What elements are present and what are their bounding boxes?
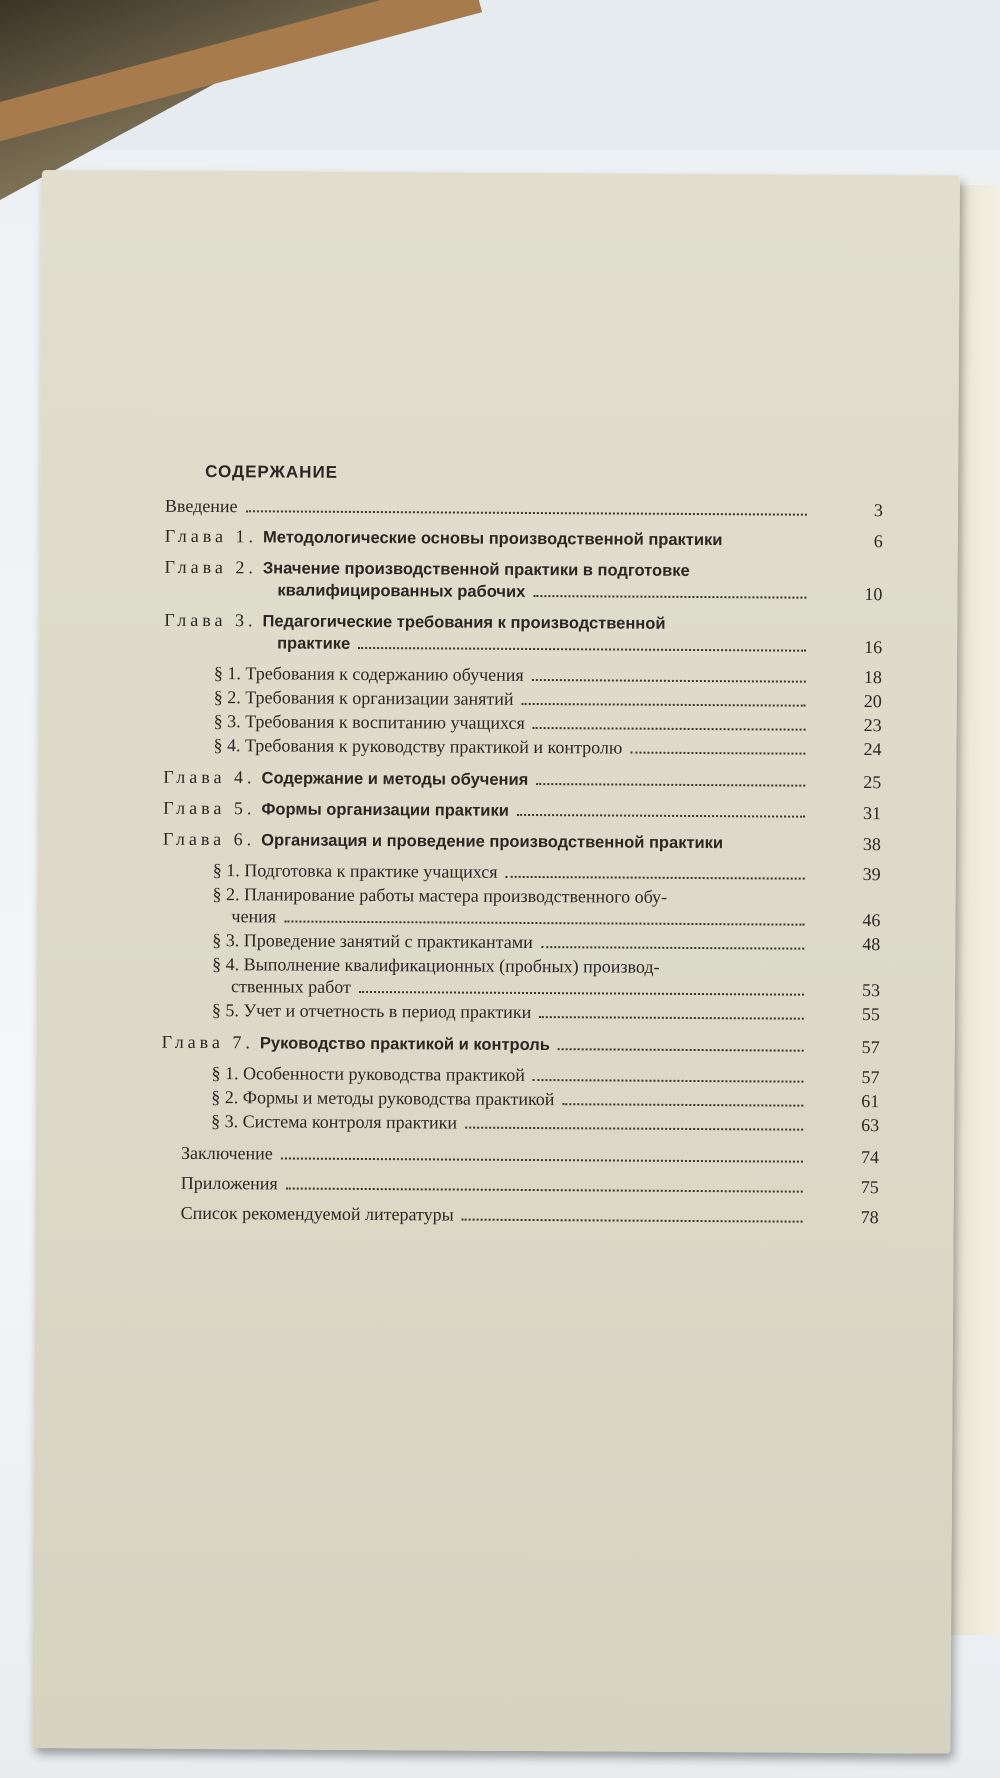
dot-leader <box>533 1079 804 1083</box>
chapter-title: Содержание и методы обучения <box>261 769 529 789</box>
toc-entry-section <box>163 734 881 760</box>
toc-entry-intro <box>165 495 883 521</box>
entry-label: Введение <box>164 495 238 517</box>
dot-leader <box>536 783 805 787</box>
page-number: 57 <box>861 1037 880 1058</box>
chapter-title-continued: квалифицированных рабочих <box>277 581 526 601</box>
book-page <box>32 170 960 1754</box>
toc-entry-section <box>161 1086 879 1112</box>
dot-leader <box>462 1219 803 1223</box>
dot-leader <box>558 1048 804 1052</box>
page-number: 46 <box>862 910 881 931</box>
dot-leader <box>506 876 805 880</box>
page-number: 6 <box>873 531 883 552</box>
page-number: 18 <box>863 667 882 688</box>
toc-entry-section <box>162 999 880 1025</box>
chapter-title: Формы организации практики <box>261 800 509 820</box>
toc-entry-chapter-7 <box>162 1031 880 1058</box>
chapter-prefix: Глава 1. <box>164 525 258 547</box>
section-label: § 2. Требования к организации занятий <box>213 687 514 709</box>
page-number: 48 <box>862 934 881 955</box>
toc-entry-chapter-3 <box>164 609 882 658</box>
toc-entry-section <box>164 710 882 736</box>
page-number: 61 <box>861 1091 880 1112</box>
page-number: 23 <box>863 715 882 736</box>
dot-leader <box>358 647 806 652</box>
dot-leader <box>562 1103 803 1106</box>
chapter-prefix: Глава 6. <box>162 828 256 850</box>
chapter-prefix: Глава 3. <box>164 609 257 631</box>
dot-leader <box>533 727 806 731</box>
chapter-prefix: Глава 4. <box>163 766 256 788</box>
dot-leader <box>245 510 806 515</box>
toc-entry-section <box>162 953 880 1001</box>
section-label: § 4. Выполнение квалификационных (пробных) производ- <box>212 954 660 977</box>
dot-leader <box>541 946 804 950</box>
dot-leader <box>359 991 804 996</box>
section-label: § 3. Проведение занятий с практикантами <box>212 930 533 953</box>
toc-entry-chapter-1 <box>165 525 883 552</box>
dot-leader <box>465 1127 803 1131</box>
dot-leader <box>532 679 806 683</box>
page-number: 75 <box>860 1177 879 1198</box>
dot-leader <box>539 1016 804 1020</box>
entry-label: Приложения <box>180 1172 278 1194</box>
page-number: 31 <box>863 803 882 824</box>
page-number: 53 <box>861 980 881 1001</box>
toc-entry-section <box>164 662 882 688</box>
toc-entry-section <box>161 1110 879 1136</box>
chapter-prefix: Глава 7. <box>161 1031 255 1053</box>
chapter-prefix: Глава 5. <box>163 797 256 819</box>
page-number: 3 <box>873 500 883 521</box>
chapter-title-continued: практике <box>277 634 351 653</box>
page-number: 63 <box>861 1115 880 1136</box>
page-number: 25 <box>863 772 882 793</box>
chapter-title: Организация и проведение производственной практики <box>261 831 724 853</box>
section-label: § 1. Подготовка к практике учащихся <box>212 860 498 882</box>
section-label: § 2. Планирование работы мастера производственного обу- <box>212 884 668 907</box>
dot-leader <box>284 920 804 925</box>
dot-leader <box>522 703 806 707</box>
section-label: § 1. Особенности руководства практикой <box>211 1063 525 1085</box>
entry-label: Заключение <box>180 1142 273 1164</box>
chapter-title: Значение производственной практики в подготовке <box>262 559 690 580</box>
page-number: 38 <box>862 834 881 855</box>
toc-entry-chapter-5 <box>163 797 881 824</box>
toc-entry-conclusion <box>161 1142 879 1168</box>
chapter-title: Руководство практикой и контроль <box>259 1034 551 1055</box>
page-number: 10 <box>864 584 883 605</box>
chapter-prefix: Глава 2. <box>164 556 257 578</box>
toc-title: СОДЕРЖАНИЕ <box>205 462 339 482</box>
toc-entry-chapter-6 <box>163 828 881 855</box>
toc-entry-literature <box>161 1202 879 1228</box>
toc-entry-section <box>162 883 880 931</box>
page-number: 57 <box>861 1067 880 1088</box>
section-label: § 4. Требования к руководству практикой и контролю <box>213 735 623 758</box>
section-label: § 1. Требования к содержанию обучения <box>213 663 524 685</box>
section-label-continued: чения <box>231 906 277 927</box>
toc-entry-chapter-2 <box>164 556 882 605</box>
dot-leader <box>533 595 806 599</box>
page-number: 78 <box>860 1207 879 1228</box>
section-label: § 5. Учет и отчетность в период практики <box>211 1000 532 1023</box>
page-number: 74 <box>860 1147 880 1168</box>
toc-entry-chapter-4 <box>163 766 881 793</box>
section-label-continued: ственных работ <box>230 976 351 997</box>
page-number: 39 <box>862 864 881 885</box>
chapter-title: Педагогические требования к производственной <box>262 612 666 633</box>
page-number: 55 <box>861 1004 880 1025</box>
toc-entry-appendices <box>161 1172 879 1198</box>
section-label: § 3. Требования к воспитанию учащихся <box>213 711 525 733</box>
table-of-contents <box>161 461 884 1236</box>
page-number: 16 <box>864 637 883 658</box>
section-label: § 3. Система контроля практики <box>211 1111 458 1133</box>
toc-entry-section <box>161 1062 879 1088</box>
entry-label: Список рекомендуемой литературы <box>180 1202 454 1225</box>
page-number: 20 <box>863 691 882 712</box>
page-number: 24 <box>863 739 882 760</box>
toc-entry-section <box>163 859 881 885</box>
toc-entry-section <box>162 929 880 955</box>
dot-leader <box>281 1157 803 1162</box>
dot-leader <box>630 752 805 755</box>
dot-leader <box>286 1188 803 1193</box>
dot-leader <box>517 814 805 818</box>
section-label: § 2. Формы и методы руководства практикой <box>211 1087 555 1110</box>
toc-entry-section <box>164 686 882 712</box>
chapter-title: Методологические основы производственной практики <box>262 528 723 550</box>
